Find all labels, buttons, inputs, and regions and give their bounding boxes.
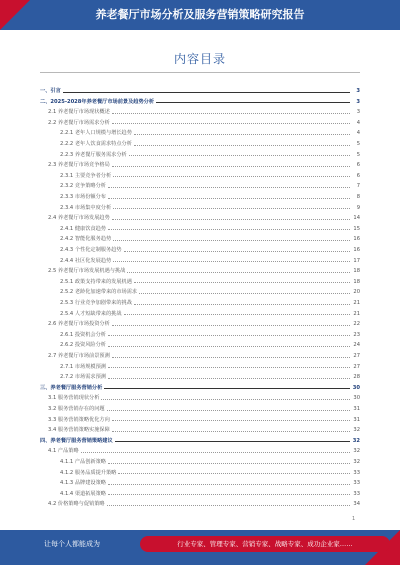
toc-entry-label: 二、2025-2028年养老餐厅市场前景及趋势分析 bbox=[40, 98, 155, 105]
footer-tagline: 让每个人都能成为 bbox=[44, 540, 100, 548]
toc-entry[interactable] bbox=[40, 393, 360, 401]
toc-entry[interactable] bbox=[40, 478, 360, 486]
toc-leader-dots bbox=[107, 505, 350, 506]
toc-entry-label: 2.5.3 行业竞争加剧带来的挑战 bbox=[60, 300, 132, 306]
toc-entry-label: 4.1.4 渠道拓展策略 bbox=[60, 490, 106, 497]
toc-leader-dots bbox=[134, 304, 350, 305]
toc-entry[interactable] bbox=[40, 298, 360, 306]
toc-leader-dots bbox=[118, 473, 350, 474]
toc-entry[interactable] bbox=[40, 319, 360, 327]
toc-page-number: 33 bbox=[353, 490, 360, 497]
toc-page-number: 17 bbox=[353, 257, 360, 264]
toc-entry[interactable] bbox=[40, 468, 360, 476]
toc-page-number: 5 bbox=[356, 151, 360, 158]
toc-leader-dots bbox=[124, 251, 350, 252]
toc-page-number: 33 bbox=[353, 480, 360, 487]
toc-entry[interactable] bbox=[40, 309, 360, 317]
toc-leader-dots bbox=[113, 261, 350, 262]
toc-page-number: 23 bbox=[353, 331, 360, 338]
toc-entry-label: 2.6.1 投资机会分析 bbox=[60, 331, 106, 338]
toc-heading: 内容目录 bbox=[173, 52, 226, 66]
toc-chapter-entry[interactable] bbox=[40, 383, 360, 391]
toc-leader-dots bbox=[81, 452, 350, 453]
toc-leader-dots bbox=[112, 357, 350, 358]
toc-entry-label: 4.1.1 产品创新策略 bbox=[60, 459, 106, 465]
toc-entry-label: 2.2.1 老年人口规模与增长趋势 bbox=[60, 130, 132, 137]
toc-leader-dots bbox=[108, 229, 350, 230]
toc-entry-label: 2.1 养老餐厅市场现状概述 bbox=[48, 109, 110, 116]
toc-entry-label: 2.4.4 社区化发展趋势 bbox=[60, 257, 112, 264]
toc-page-number: 8 bbox=[356, 194, 360, 200]
toc-entry-label: 3.4 服务营销策略实施保障 bbox=[48, 427, 110, 434]
toc-page-number: 4 bbox=[356, 130, 360, 137]
toc-page-number: 32 bbox=[353, 459, 360, 465]
toc-leader-dots bbox=[107, 410, 350, 411]
toc-entry-label: 3.1 服务营销现状分析 bbox=[48, 395, 100, 402]
toc-entry[interactable] bbox=[40, 224, 360, 232]
toc-entry-label: 2.5.4 人才短缺带来的挑战 bbox=[60, 310, 122, 317]
toc-page-number: 14 bbox=[353, 215, 360, 222]
toc-entry[interactable] bbox=[40, 245, 360, 253]
toc-entry-label: 3.3 服务营销策略优化方向 bbox=[48, 416, 110, 423]
toc-chapter-entry[interactable] bbox=[40, 86, 360, 94]
toc-entry-label: 2.6 养老餐厅市场投资分析 bbox=[48, 321, 110, 328]
toc-leader-dots bbox=[134, 145, 350, 146]
toc-leader-dots bbox=[108, 463, 350, 464]
toc-entry-label: 3.2 服务营销存在的问题 bbox=[48, 406, 105, 412]
toc-entry[interactable] bbox=[40, 425, 360, 433]
toc-entry[interactable] bbox=[40, 256, 360, 264]
toc-entry[interactable] bbox=[40, 415, 360, 423]
toc-page-number: 20 bbox=[353, 289, 360, 296]
toc-leader-dots bbox=[108, 198, 350, 199]
toc-leader-dots bbox=[101, 399, 350, 400]
toc-page-number: 34 bbox=[353, 501, 360, 508]
toc-leader-dots bbox=[108, 346, 350, 347]
footer-slogan-badge: 行业专家、管理专家、营销专家、战略专家、成功企业家…… bbox=[140, 536, 390, 552]
toc-page-number: 4 bbox=[356, 119, 360, 126]
toc-leader-dots bbox=[108, 367, 350, 368]
toc-leader-dots bbox=[112, 166, 350, 167]
toc-page-number: 21 bbox=[353, 300, 360, 306]
toc-entry-label: 2.7.1 市场规模预测 bbox=[60, 363, 106, 370]
toc-entry-label: 2.5.2 老龄化加速带来的市场需求 bbox=[60, 289, 138, 296]
toc-leader-dots bbox=[127, 272, 350, 273]
toc-entry-label: 4.1.2 服务品质提升策略 bbox=[60, 469, 117, 476]
toc-page-number: 6 bbox=[356, 172, 360, 179]
toc-entry-label: 4.2 价格策略与促销策略 bbox=[48, 501, 105, 508]
toc-page-number: 32 bbox=[352, 437, 360, 444]
toc-entry-label: 三、养老餐厅服务营销分析 bbox=[40, 384, 103, 391]
toc-entry[interactable] bbox=[40, 351, 360, 359]
toc-entry-label: 2.3.1 主要竞争者分析 bbox=[60, 172, 112, 179]
toc-entry-label: 四、养老餐厅服务营销策略建议 bbox=[40, 437, 113, 444]
document-title: 养老餐厅市场分析及服务营销策略研究报告 bbox=[95, 8, 305, 21]
toc-leader-dots bbox=[108, 484, 350, 485]
toc-entry[interactable] bbox=[40, 457, 360, 465]
toc-entry[interactable] bbox=[40, 287, 360, 295]
toc-entry[interactable] bbox=[40, 107, 360, 115]
toc-leader-dots bbox=[113, 240, 350, 241]
toc-chapter-entry[interactable] bbox=[40, 97, 360, 105]
toc-entry[interactable] bbox=[40, 362, 360, 370]
toc-page-number: 7 bbox=[356, 183, 360, 190]
toc-entry[interactable] bbox=[40, 340, 360, 348]
toc-entry-label: 2.2 养老餐厅市场需求分析 bbox=[48, 119, 110, 126]
toc-chapter-entry[interactable] bbox=[40, 436, 360, 444]
toc-page-number: 27 bbox=[353, 363, 360, 370]
toc-entry[interactable] bbox=[40, 234, 360, 242]
toc-leader-dots bbox=[112, 420, 350, 421]
toc-leader-dots bbox=[112, 113, 350, 114]
toc-entry-label: 2.3.2 竞争策略分析 bbox=[60, 183, 106, 190]
toc-page-number: 32 bbox=[353, 427, 360, 434]
toc-page-number: 15 bbox=[353, 225, 360, 232]
toc-leader-dots bbox=[63, 92, 350, 93]
toc-entry-label: 一、引言 bbox=[40, 88, 61, 94]
toc-page-number: 6 bbox=[356, 162, 360, 169]
toc-leader-dots bbox=[112, 123, 350, 124]
page-number: 1 bbox=[352, 516, 356, 522]
toc-entry[interactable] bbox=[40, 160, 360, 168]
toc-entry[interactable] bbox=[40, 192, 360, 200]
toc-leader-dots bbox=[134, 282, 350, 283]
toc-entry[interactable] bbox=[40, 118, 360, 126]
toc-page-number: 33 bbox=[353, 469, 360, 476]
toc-entry-label: 4.1 产品策略 bbox=[48, 448, 79, 455]
toc-entry-label: 2.4.3 个性化定制服务趋势 bbox=[60, 247, 122, 253]
toc-leader-dots bbox=[108, 187, 350, 188]
toc-page-number: 16 bbox=[353, 236, 360, 243]
toc-entry[interactable] bbox=[40, 489, 360, 497]
toc-entry-label: 2.3.3 市场份额分布 bbox=[60, 194, 106, 200]
toc-leader-dots bbox=[124, 314, 350, 315]
toc-leader-dots bbox=[108, 378, 350, 379]
toc-divider bbox=[40, 72, 360, 73]
toc-leader-dots bbox=[113, 208, 350, 209]
toc-page-number: 9 bbox=[356, 204, 360, 211]
toc-entry[interactable] bbox=[40, 277, 360, 285]
toc-entry[interactable] bbox=[40, 171, 360, 179]
toc-leader-dots bbox=[115, 441, 350, 442]
toc-entry[interactable] bbox=[40, 446, 360, 454]
toc-page-number: 30 bbox=[353, 395, 360, 402]
toc-page-number: 30 bbox=[352, 384, 360, 391]
toc-page-number: 28 bbox=[353, 374, 360, 381]
toc-page-number: 3 bbox=[356, 88, 360, 94]
toc-entry-label: 2.7 养老餐厅市场前景预测 bbox=[48, 353, 110, 359]
toc-entry[interactable] bbox=[40, 139, 360, 147]
toc-entry[interactable] bbox=[40, 203, 360, 211]
toc-leader-dots bbox=[108, 335, 350, 336]
toc-entry-label: 2.4.1 健康饮食趋势 bbox=[60, 225, 106, 232]
toc-leader-dots bbox=[112, 325, 350, 326]
toc-page-number: 3 bbox=[356, 98, 360, 105]
toc-entry[interactable] bbox=[40, 266, 360, 274]
toc-leader-dots bbox=[104, 388, 350, 389]
toc-entry-label: 2.3 养老餐厅市场竞争格局 bbox=[48, 162, 110, 169]
toc-entry[interactable] bbox=[40, 213, 360, 221]
toc-page-number: 21 bbox=[353, 310, 360, 317]
toc-entry-label: 2.2.2 老年人饮食需求特点分析 bbox=[60, 141, 132, 147]
toc-entry[interactable] bbox=[40, 372, 360, 380]
toc-entry-label: 4.1.3 品牌建设策略 bbox=[60, 480, 106, 487]
toc-page-number: 16 bbox=[353, 247, 360, 253]
toc-page-number: 22 bbox=[353, 321, 360, 328]
toc-page-number: 18 bbox=[353, 278, 360, 285]
toc-entry-label: 2.2.3 养老餐厅服务需求分析 bbox=[60, 151, 127, 158]
toc-entry[interactable] bbox=[40, 150, 360, 158]
toc-leader-dots bbox=[129, 155, 350, 156]
toc-leader-dots bbox=[112, 431, 350, 432]
toc-entry-label: 2.5.1 政策支持带来的发展机遇 bbox=[60, 278, 132, 285]
toc-page-number: 31 bbox=[353, 406, 360, 412]
toc-entry[interactable] bbox=[40, 499, 360, 507]
toc-page-number: 32 bbox=[353, 448, 360, 455]
toc-page-number: 27 bbox=[353, 353, 360, 359]
toc-leader-dots bbox=[113, 176, 350, 177]
toc-entry-label: 2.7.2 市场需求预测 bbox=[60, 374, 106, 381]
toc-leader-dots bbox=[134, 134, 350, 135]
toc-entry-label: 2.3.4 市场集中度分析 bbox=[60, 204, 112, 211]
toc-leader-dots bbox=[139, 293, 350, 294]
toc-leader-dots bbox=[112, 219, 350, 220]
toc-entry[interactable] bbox=[40, 404, 360, 412]
toc-leader-dots bbox=[108, 494, 350, 495]
toc-page-number: 24 bbox=[353, 342, 360, 349]
toc-page-number: 5 bbox=[356, 141, 360, 147]
toc-page-number: 3 bbox=[356, 109, 360, 116]
toc-entry[interactable] bbox=[40, 128, 360, 136]
toc-entry-label: 2.6.2 投资风险分析 bbox=[60, 342, 106, 349]
toc-page-number: 31 bbox=[353, 416, 360, 423]
toc-entry[interactable] bbox=[40, 330, 360, 338]
toc-entry[interactable] bbox=[40, 181, 360, 189]
toc-entry-label: 2.5 养老餐厅市场发展机遇与挑战 bbox=[48, 268, 126, 275]
toc-leader-dots bbox=[156, 102, 350, 103]
toc-entry-label: 2.4 养老餐厅市场发展趋势 bbox=[48, 215, 110, 222]
toc-page-number: 18 bbox=[353, 268, 360, 275]
toc-entry-label: 2.4.2 智能化服务趋势 bbox=[60, 236, 112, 243]
